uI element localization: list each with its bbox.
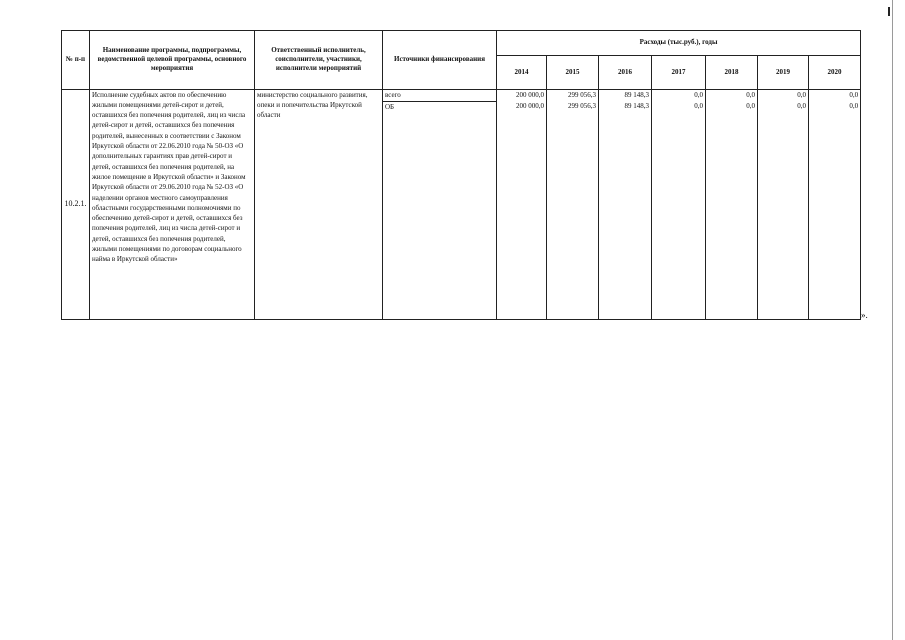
- funding-value: 0,0: [706, 101, 758, 319]
- row-name: Исполнение судебных актов по обеспечению жилыми помещениями детей-сирот и детей, оставшихся без попечения родителей, лиц из числа детей-сирот и детей, оставшихся без попечения родителей, вынесенных в соответствии с Законом Иркутской области от 22.06.2010 года № 50-ОЗ «О дополнительных гарантиях прав детей-сирот и детей, оставшихся без попечения родителей, на жилое помещение в Иркутской области» и Законом Иркутской области от 29.06.2010 года № 52-ОЗ «О наделении органов местного самоуправления областными государственными полномочиями по обеспечению детей-сирот и детей, оставшихся без попечения родителей, лиц из числа детей-сирот и детей, оставшихся без попечения родителей, жилыми помещениями по договорам социального найма в Иркутской области»: [90, 89, 255, 319]
- funding-value: 0,0: [652, 101, 706, 319]
- funding-value: 0,0: [758, 101, 809, 319]
- header-name: Наименование программы, подпрограммы, ведомственной целевой программы, основного мероприятия: [90, 31, 255, 90]
- header-year: 2017: [652, 55, 706, 89]
- header-row-1: [62, 31, 861, 56]
- row-code: 10.2.1.: [62, 89, 90, 319]
- table-row: [62, 89, 861, 101]
- budget-table: [61, 30, 861, 320]
- header-year: 2016: [599, 55, 652, 89]
- header-year: 2014: [497, 55, 547, 89]
- funding-source: ОБ: [383, 101, 497, 319]
- closing-quote: ».: [861, 310, 868, 320]
- funding-value: 0,0: [809, 101, 861, 319]
- row-executor: министерство социального развития, опеки и попечительства Иркутской области: [255, 89, 383, 319]
- funding-value: 89 148,3: [599, 101, 652, 319]
- funding-value: 0,0: [758, 89, 809, 101]
- header-year: 2019: [758, 55, 809, 89]
- header-year: 2018: [706, 55, 758, 89]
- header-expenses: Расходы (тыс.руб.), годы: [497, 31, 861, 56]
- funding-value: 200 000,0: [497, 89, 547, 101]
- funding-value: 0,0: [809, 89, 861, 101]
- funding-value: 299 056,3: [547, 89, 599, 101]
- funding-value: 299 056,3: [547, 101, 599, 319]
- header-year: 2020: [809, 55, 861, 89]
- header-sources: Источники финансирования: [383, 31, 497, 90]
- funding-value: 200 000,0: [497, 101, 547, 319]
- scan-edge-line: [892, 0, 893, 640]
- header-num: № п-п: [62, 31, 90, 90]
- funding-value: 0,0: [706, 89, 758, 101]
- scan-mark: [888, 7, 890, 16]
- funding-value: 0,0: [652, 89, 706, 101]
- funding-value: 89 148,3: [599, 89, 652, 101]
- header-year: 2015: [547, 55, 599, 89]
- funding-source: всего: [383, 89, 497, 101]
- header-executor: Ответственный исполнитель, соисполнители, участники, исполнители мероприятий: [255, 31, 383, 90]
